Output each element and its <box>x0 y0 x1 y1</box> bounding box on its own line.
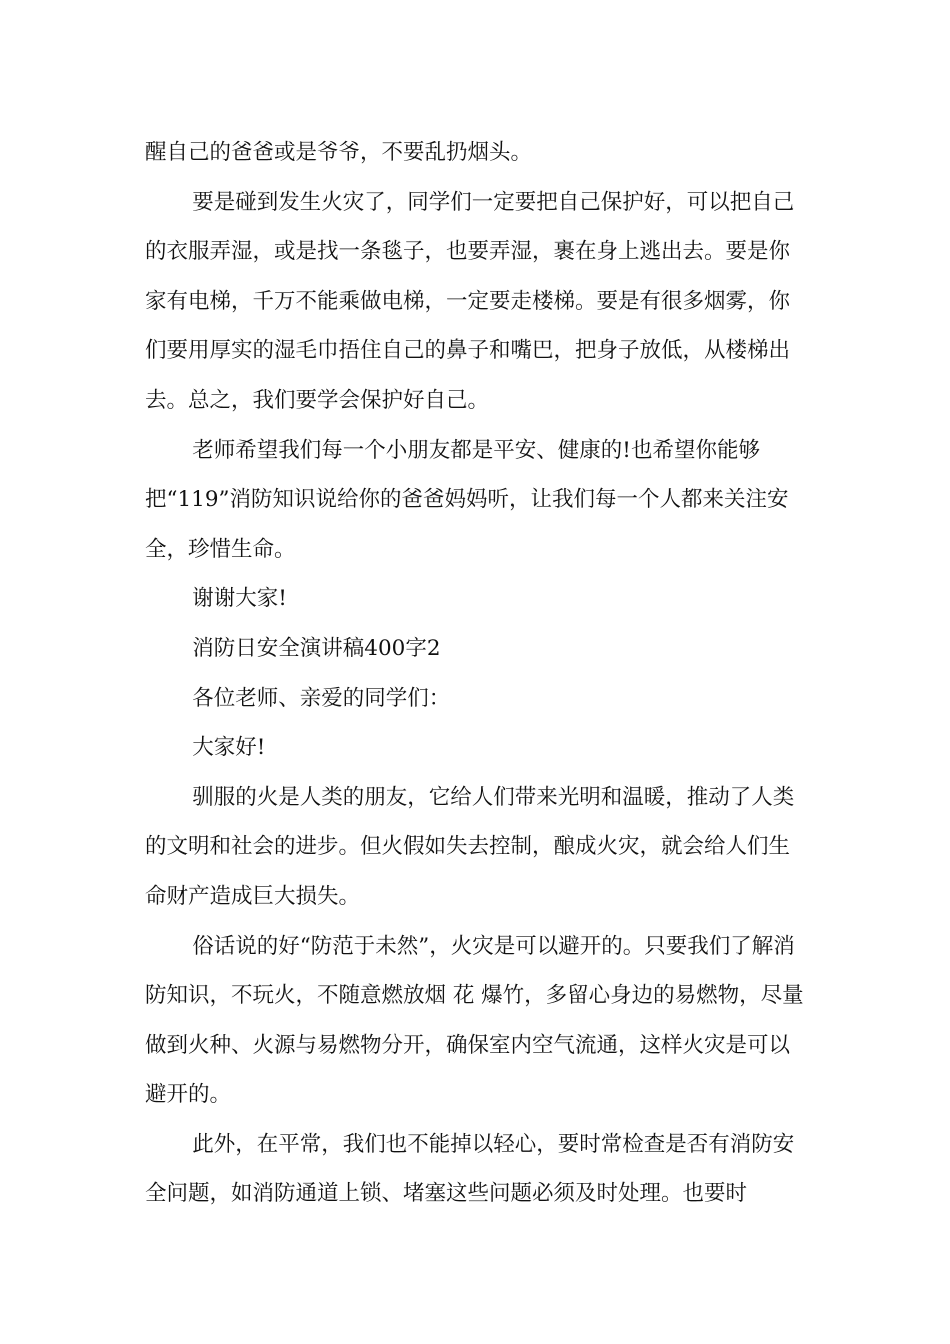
paragraph-4: 谢谢大家! <box>192 586 287 612</box>
greeting: 大家好! <box>192 735 266 761</box>
section-heading: 消防日安全演讲稿400字2 <box>192 635 441 661</box>
salutation: 各位老师、亲爱的同学们： <box>192 685 451 711</box>
paragraph-3: 老师希望我们每一个小朋友都是平安、健康的!也希望你能够把“119”消防知识说给你的爸爸妈妈听，让我们每一个人都来关注安全，珍惜生命。 <box>145 437 789 562</box>
paragraph-7: 此外，在平常，我们也不能掉以轻心，要时常检查是否有消防安全问题，如消防通道上锁、堵塞这些问题必须及时处理。也要时 <box>145 1131 795 1207</box>
paragraph-6: 俗话说的好“防范于未然”，火灾是可以避开的。只要我们了解消防知识，不玩火，不随意燃放烟 花 爆竹，多留心身边的易燃物，尽量做到火种、火源与易燃物分开，确保室内空气流通，这样火灾是可以避开的。 <box>145 933 804 1108</box>
paragraph-2: 要是碰到发生火灾了，同学们一定要把自己保护好，可以把自己的衣服弄湿，或是找一条毯子，也要弄湿，裹在身上逃出去。要是你家有电梯，千万不能乘做电梯，一定要走楼梯。要是有很多烟雾，你们要用厚实的湿毛巾捂住自己的鼻子和嘴巴，把身子放低，从楼梯出去。总之，我们要学会保护好自己。 <box>145 189 795 413</box>
paragraph-1: 醒自己的爸爸或是爷爷，不要乱扔烟头。 <box>145 140 533 165</box>
paragraph-5: 驯服的火是人类的朋友，它给人们带来光明和温暖，推动了人类的文明和社会的进步。但火假如失去控制，酿成火灾，就会给人们生命财产造成巨大损失。 <box>145 784 795 909</box>
document-page <box>145 128 810 1219</box>
